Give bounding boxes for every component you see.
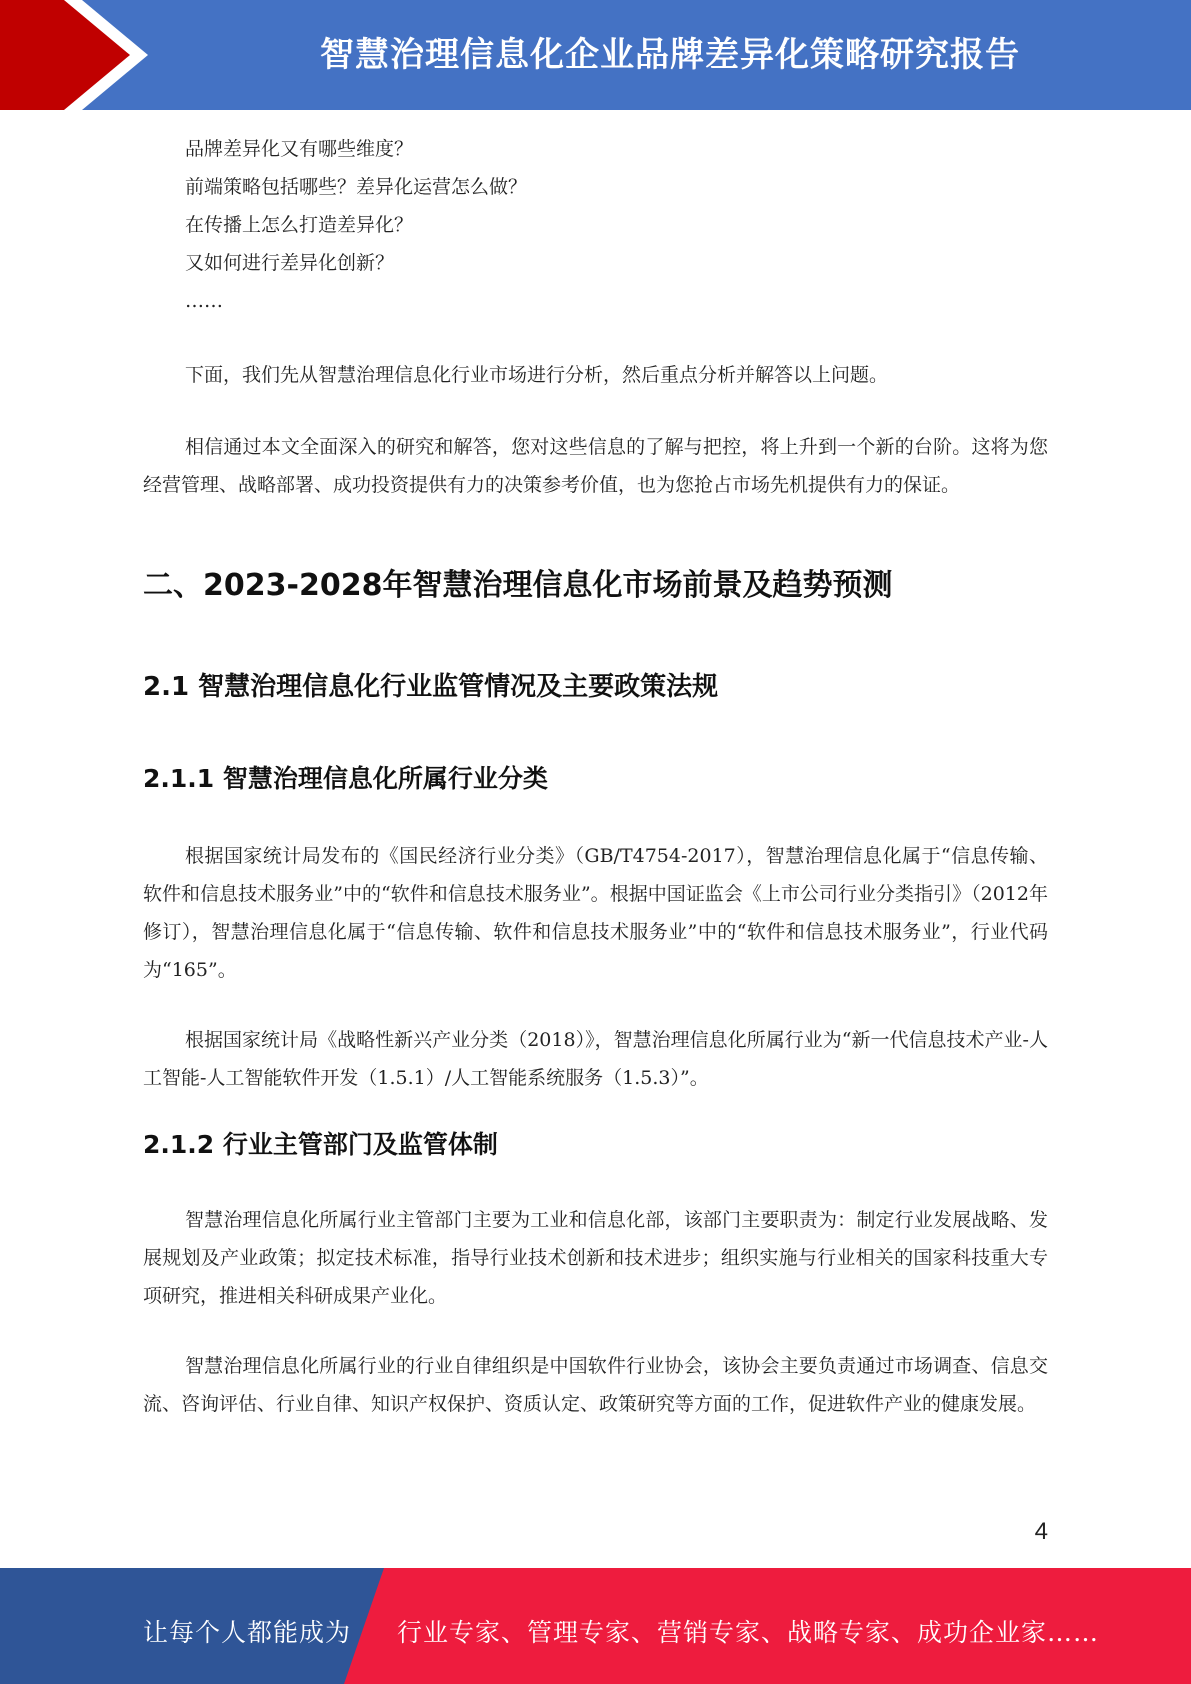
section-heading: 二、2023-2028年智慧治理信息化市场前景及趋势预测	[143, 568, 893, 603]
footer-slogan-right: 行业专家、管理专家、营销专家、战略专家、成功企业家……	[397, 1618, 1100, 1647]
paragraph: 根据国家统计局《战略性新兴产业分类（2018）》，智慧治理信息化所属行业为“新一代信息技术产业-人工智能-人工智能软件开发（1.5.1）/人工智能系统服务（1.5.3）”。	[143, 1029, 1048, 1089]
footer-slogan-left: 让每个人都能成为	[143, 1618, 352, 1647]
paragraph: 根据国家统计局发布的《国民经济行业分类》（GB/T4754-2017），智慧治理信息化属于“信息传输、软件和信息技术服务业”中的“软件和信息技术服务业”。根据中国证监会《上市公司行业分类指引》（2012年修订），智慧治理信息化属于“信息传输、软件和信息技术服务业”中的“软件和信息技术服务业”，行业代码为“165”。	[143, 845, 1048, 981]
page-number: 4	[1034, 1518, 1048, 1545]
question-ellipsis: ……	[185, 290, 223, 312]
question-line: 品牌差异化又有哪些维度？	[185, 138, 414, 160]
subsubsection-heading: 2.1.1 智慧治理信息化所属行业分类	[143, 764, 548, 793]
question-line: 前端策略包括哪些？差异化运营怎么做？	[185, 176, 528, 198]
question-line: 在传播上怎么打造差异化？	[185, 214, 414, 236]
paragraph: 下面，我们先从智慧治理信息化行业市场进行分析，然后重点分析并解答以上问题。	[185, 364, 889, 386]
paragraph: 智慧治理信息化所属行业的行业自律组织是中国软件行业协会，该协会主要负责通过市场调查、信息交流、咨询评估、行业自律、知识产权保护、资质认定、政策研究等方面的工作，促进软件产业的健康发展。	[143, 1355, 1048, 1415]
paragraph: 相信通过本文全面深入的研究和解答，您对这些信息的了解与把控，将上升到一个新的台阶。这将为您经营管理、战略部署、成功投资提供有力的决策参考价值，也为您抢占市场先机提供有力的保证。	[143, 436, 1048, 496]
paragraph: 智慧治理信息化所属行业主管部门主要为工业和信息化部，该部门主要职责为：制定行业发展战略、发展规划及产业政策；拟定技术标准，指导行业技术创新和技术进步；组织实施与行业相关的国家科技重大专项研究，推进相关科研成果产业化。	[143, 1209, 1048, 1307]
footer-banner	[0, 1568, 1191, 1684]
question-line: 又如何进行差异化创新？	[185, 252, 395, 274]
report-title: 智慧治理信息化企业品牌差异化策略研究报告	[320, 35, 1020, 75]
subsubsection-heading: 2.1.2 行业主管部门及监管体制	[143, 1130, 498, 1159]
main-content	[143, 130, 1048, 1423]
subsection-heading: 2.1 智慧治理信息化行业监管情况及主要政策法规	[143, 672, 719, 702]
header-banner	[0, 0, 1191, 110]
